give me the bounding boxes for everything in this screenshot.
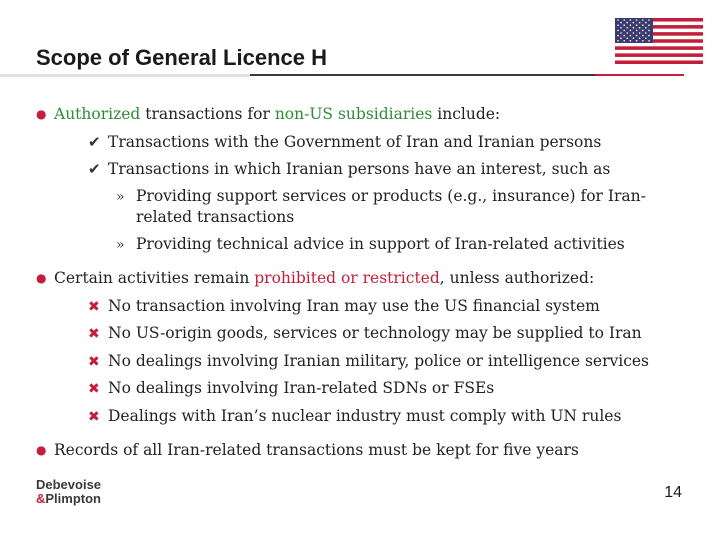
sub-item-text: Providing support services or products (e.g., insurance) for Iran- bbox=[136, 187, 646, 205]
slide-title: Scope of General Licence H bbox=[36, 45, 327, 70]
us-flag-icon bbox=[615, 18, 703, 64]
list-item bbox=[88, 323, 642, 344]
sub-list-item bbox=[116, 234, 625, 255]
list-item-text: No US-origin goods, services or technology may be supplied to Iran bbox=[108, 324, 642, 342]
bullet-text: include: bbox=[432, 105, 501, 123]
bullet-records bbox=[36, 440, 579, 460]
cross-icon: ✖ bbox=[88, 381, 100, 397]
sub-item-text: related transactions bbox=[136, 208, 295, 226]
slide-header bbox=[0, 0, 720, 80]
page-number: 14 bbox=[664, 484, 682, 501]
bullet-prohibited bbox=[36, 268, 594, 288]
sub-list-item-continued bbox=[136, 207, 294, 227]
list-item bbox=[88, 406, 621, 427]
bullet-dot-icon: ● bbox=[36, 271, 47, 285]
double-chevron-icon: » bbox=[116, 189, 125, 205]
bullet-text: , unless authorized: bbox=[439, 269, 595, 287]
highlight-subsidiaries: non-US subsidiaries bbox=[274, 105, 433, 123]
sub-list-item bbox=[116, 186, 646, 207]
cross-icon: ✖ bbox=[88, 354, 100, 370]
cross-icon: ✖ bbox=[88, 326, 100, 342]
list-item-text: Transactions in which Iranian persons have an interest, such as bbox=[108, 160, 611, 178]
highlight-prohibited: prohibited or restricted bbox=[254, 269, 440, 287]
sub-item-text: Providing technical advice in support of Iran-related activities bbox=[136, 235, 625, 253]
title-rule-gray bbox=[0, 74, 250, 77]
double-chevron-icon: » bbox=[116, 237, 125, 253]
list-item-text: No dealings involving Iran-related SDNs or FSEs bbox=[108, 379, 495, 397]
bullet-authorized bbox=[36, 104, 500, 124]
bullet-text: transactions for bbox=[140, 105, 275, 123]
logo-line2 bbox=[36, 492, 101, 506]
list-item-text: Transactions with the Government of Iran and Iranian persons bbox=[108, 133, 602, 151]
highlight-authorized: Authorized bbox=[54, 105, 141, 123]
check-icon: ✔ bbox=[88, 133, 101, 151]
list-item bbox=[88, 351, 649, 372]
bullet-dot-icon: ● bbox=[36, 107, 47, 121]
bullet-text: Records of all Iran-related transactions must be kept for five years bbox=[54, 441, 579, 459]
bullet-text: Certain activities remain bbox=[54, 269, 255, 287]
logo-line2-text: Plimpton bbox=[45, 491, 101, 506]
list-item bbox=[88, 378, 494, 399]
debevoise-plimpton-logo bbox=[36, 478, 101, 506]
list-item-text: Dealings with Iran’s nuclear industry must comply with UN rules bbox=[108, 407, 622, 425]
list-item bbox=[88, 159, 610, 179]
list-item-text: No transaction involving Iran may use the US financial system bbox=[108, 297, 600, 315]
bullet-dot-icon: ● bbox=[36, 443, 47, 457]
list-item bbox=[88, 296, 600, 317]
logo-ampersand: & bbox=[36, 491, 46, 506]
title-rule-dark bbox=[250, 74, 595, 76]
check-icon: ✔ bbox=[88, 160, 101, 178]
list-item bbox=[88, 132, 601, 152]
logo-line1: Debevoise bbox=[36, 477, 102, 492]
title-rule-red bbox=[595, 74, 684, 76]
list-item-text: No dealings involving Iranian military, police or intelligence services bbox=[108, 352, 650, 370]
cross-icon: ✖ bbox=[88, 409, 100, 425]
cross-icon: ✖ bbox=[88, 299, 100, 315]
